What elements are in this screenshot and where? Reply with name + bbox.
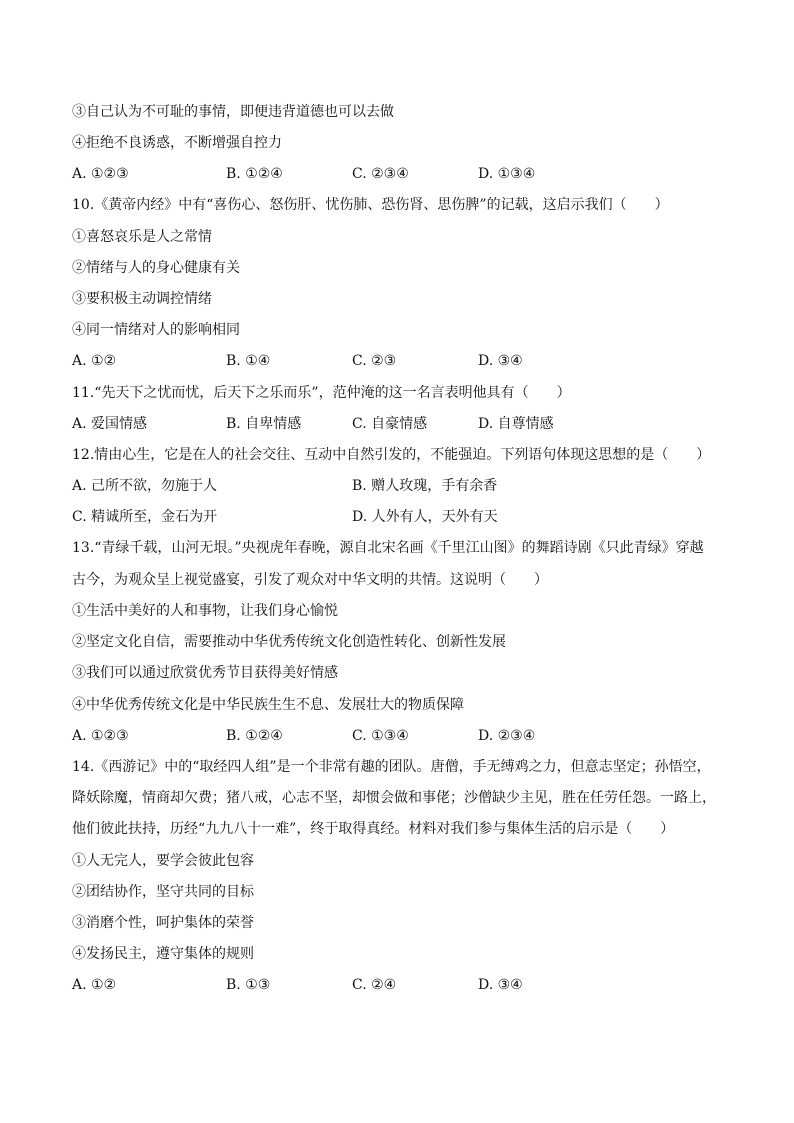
statement-1: ①喜怒哀乐是人之常情 [72, 229, 212, 245]
options-row [72, 725, 732, 747]
option-b: B. ①②④ [226, 166, 283, 182]
statement-2: ②团结协作，坚守共同的目标 [72, 884, 254, 900]
statement-4: ④发扬民主，遵守集体的规则 [72, 946, 254, 962]
statement-1: ①生活中美好的人和事物，让我们身心愉悦 [72, 603, 338, 619]
option-a: A. ①② [72, 353, 117, 369]
options-row [72, 475, 732, 497]
option-d: D. ③④ [478, 353, 523, 369]
option-d: D. 人外有人，天外有天 [352, 509, 498, 525]
statement-1: ①人无完人，要学会彼此包容 [72, 853, 254, 869]
statement-3: ③我们可以通过欣赏优秀节目获得美好情感 [72, 665, 338, 681]
option-a: A. ①②③ [72, 728, 129, 744]
option-b: B. ①②④ [226, 728, 283, 744]
question-14-stem-cont: 降妖除魔，情商却欠费；猪八戒，心志不坚，却惯会做和事佬；沙僧缺少主见，胜在任劳任怨。一路上， [72, 790, 716, 806]
options-row [72, 506, 732, 528]
statement-4: ④同一情绪对人的影响相同 [72, 322, 240, 338]
option-b: B. 赠人玫瑰，手有余香 [352, 478, 498, 494]
statement-4: ④中华优秀传统文化是中华民族生生不息、发展壮大的物质保障 [72, 697, 464, 713]
option-c: C. ①③④ [352, 728, 409, 744]
statement-3: ③自己认为不可耻的事情，即便违背道德也可以去做 [72, 104, 394, 120]
option-c: C. ②④ [352, 977, 397, 993]
option-b: B. 自卑情感 [226, 416, 302, 432]
options-row [72, 974, 732, 996]
question-13-stem: 13.“青绿千载，山河无垠。”央视虎年春晚，源自北宋名画《千里江山图》的舞蹈诗剧《只此青绿》穿越 [72, 540, 704, 556]
question-14-stem: 14.《西游记》中的“取经四人组”是一个非常有趣的团队。唐僧，手无缚鸡之力，但意志坚定；孙悟空， [72, 759, 711, 775]
option-c: C. ②③ [352, 353, 397, 369]
options-row [72, 413, 732, 435]
statement-2: ②情绪与人的身心健康有关 [72, 260, 240, 276]
option-c: C. 自豪情感 [352, 416, 428, 432]
statement-2: ②坚定文化自信，需要推动中华优秀传统文化创造性转化、创新性发展 [72, 634, 506, 650]
option-d: D. ②③④ [478, 728, 536, 744]
question-14-stem-cont: 他们彼此扶持，历经“九九八十一难”，终于取得真经。材料对我们参与集体生活的启示是（ ） [72, 821, 675, 837]
option-d: D. ③④ [478, 977, 523, 993]
option-d: D. 自尊情感 [478, 416, 554, 432]
statement-4: ④拒绝不良诱惑，不断增强自控力 [72, 135, 282, 151]
options-row [72, 163, 732, 185]
options-row [72, 350, 732, 372]
question-10-stem: 10.《黄帝内经》中有“喜伤心、怒伤肝、忧伤肺、恐伤肾、思伤脾”的记载，这启示我们（ ） [72, 197, 669, 213]
option-d: D. ①③④ [478, 166, 536, 182]
option-c: C. 精诚所至，金石为开 [72, 509, 218, 525]
option-b: B. ①④ [226, 353, 271, 369]
question-11-stem: 11.“先天下之忧而忧，后天下之乐而乐”，范仲淹的这一名言表明他具有（ ） [72, 385, 571, 401]
option-b: B. ①③ [226, 977, 271, 993]
option-c: C. ②③④ [352, 166, 409, 182]
option-a: A. ①②③ [72, 166, 129, 182]
question-13-stem-cont: 古今，为观众呈上视觉盛宴，引发了观众对中华文明的共情。这说明（ ） [72, 572, 548, 588]
statement-3: ③消磨个性，呵护集体的荣誉 [72, 915, 254, 931]
option-a: A. ①② [72, 977, 117, 993]
option-a: A. 己所不欲，勿施于人 [72, 478, 218, 494]
option-a: A. 爱国情感 [72, 416, 148, 432]
question-12-stem: 12.情由心生，它是在人的社会交往、互动中自然引发的，不能强迫。下列语句体现这思想的是（ ） [72, 447, 711, 463]
statement-3: ③要积极主动调控情绪 [72, 291, 212, 307]
